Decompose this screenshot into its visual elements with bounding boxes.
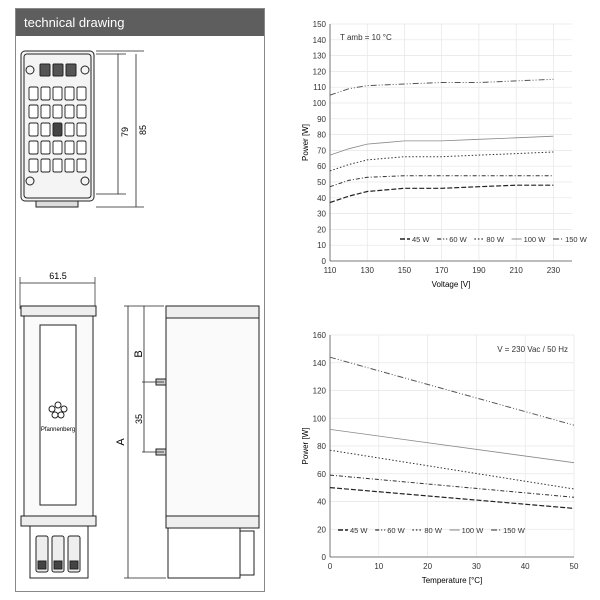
series-line-80w <box>330 450 574 489</box>
y-axis-label: Power [W] <box>301 427 310 465</box>
y-tick-label: 50 <box>317 178 326 187</box>
fin-cell <box>77 87 86 100</box>
y-tick-label: 100 <box>312 99 326 108</box>
fin-cell <box>41 105 50 118</box>
legend-entry: 150 W <box>503 526 525 535</box>
dim-a: A <box>115 438 127 446</box>
y-tick-label: 40 <box>317 193 326 203</box>
fin-cell <box>41 123 50 136</box>
fin-cell <box>41 141 50 154</box>
legend-entry: 80 W <box>424 526 442 535</box>
y-tick-label: 40 <box>317 497 326 507</box>
fin-cell <box>65 159 74 172</box>
fin-cell <box>77 123 86 136</box>
x-tick-label: 130 <box>360 266 374 275</box>
dim-35: 35 <box>134 413 144 425</box>
fin-cell <box>41 159 50 172</box>
x-tick-label: 50 <box>569 562 579 571</box>
x-tick-label: 190 <box>472 266 486 275</box>
legend-entry: 100 W <box>461 526 484 535</box>
y-tick-label: 90 <box>317 114 326 124</box>
y-tick-label: 120 <box>312 67 326 77</box>
y-tick-label: 20 <box>317 225 326 235</box>
legend-entry: 150 W <box>565 235 587 244</box>
power-vs-voltage-chart <box>300 10 587 300</box>
fin-cell <box>65 123 74 136</box>
y-tick-label: 140 <box>312 358 326 368</box>
fin-cell <box>29 141 38 154</box>
x-tick-label: 170 <box>435 266 449 275</box>
x-tick-label: 150 <box>397 266 412 275</box>
y-tick-label: 60 <box>317 162 326 172</box>
dim-height-inner: 79 <box>120 126 130 138</box>
fin-cell <box>77 105 86 118</box>
x-axis-label: Voltage [V] <box>431 280 471 289</box>
fin-cell <box>53 105 62 118</box>
x-tick-label: 210 <box>509 266 523 275</box>
series-line-150w <box>330 357 574 425</box>
heater-front-view <box>21 306 96 578</box>
technical-drawing-panel <box>15 8 265 592</box>
dim-b: B <box>133 350 145 358</box>
chart-annotation: V = 230 Vac / 50 Hz <box>497 345 568 354</box>
x-tick-label: 20 <box>423 562 433 571</box>
dim-height-outer: 85 <box>138 124 148 136</box>
x-tick-label: 110 <box>323 266 337 275</box>
y-tick-label: 0 <box>321 553 326 562</box>
y-tick-label: 20 <box>317 525 326 535</box>
fin-cell <box>41 87 50 100</box>
x-tick-label: 40 <box>520 562 530 571</box>
y-tick-label: 110 <box>313 83 326 93</box>
legend-entry: 100 W <box>523 235 546 244</box>
fin-cell <box>29 159 38 172</box>
fin-cell <box>29 87 38 100</box>
x-tick-label: 10 <box>374 562 384 571</box>
y-tick-label: 120 <box>312 386 326 396</box>
heater-fin-grid <box>29 87 86 172</box>
y-tick-label: 140 <box>312 35 326 45</box>
legend-entry: 45 W <box>350 526 368 535</box>
legend-entry: 80 W <box>486 235 504 244</box>
fin-cell <box>77 141 86 154</box>
y-tick-label: 0 <box>321 257 326 266</box>
heater-side-view <box>156 306 259 578</box>
series-line-45w <box>330 488 574 509</box>
fin-cell <box>65 105 74 118</box>
x-axis-label: Temperature [°C] <box>421 576 483 585</box>
y-tick-label: 30 <box>317 209 326 219</box>
y-tick-label: 150 <box>312 20 326 29</box>
y-tick-label: 100 <box>312 414 326 424</box>
fin-cell <box>53 141 62 154</box>
fin-cell <box>29 123 38 136</box>
x-tick-label: 30 <box>471 562 481 571</box>
fin-cell <box>65 87 74 100</box>
legend-entry: 60 W <box>387 526 405 535</box>
x-tick-label: 0 <box>327 562 333 571</box>
x-tick-label: 230 <box>546 266 561 275</box>
fin-cell <box>29 105 38 118</box>
dim-width: 61.5 <box>49 271 67 281</box>
chart-annotation: T amb = 10 °C <box>340 33 392 42</box>
y-tick-label: 130 <box>312 51 326 61</box>
technical-drawing <box>16 9 264 591</box>
drawing-header: technical drawing <box>16 9 264 36</box>
y-tick-label: 160 <box>312 331 326 340</box>
fin-cell <box>53 123 62 136</box>
legend-entry: 60 W <box>449 235 467 244</box>
y-tick-label: 70 <box>317 146 326 156</box>
y-tick-label: 80 <box>317 130 326 140</box>
y-tick-label: 60 <box>317 469 326 479</box>
y-axis-label: Power [W] <box>301 124 310 161</box>
fin-cell <box>53 159 62 172</box>
legend-entry: 45 W <box>412 235 430 244</box>
fin-cell <box>53 87 62 100</box>
fin-cell <box>77 159 86 172</box>
series-line-60w <box>330 475 574 497</box>
fin-cell <box>65 141 74 154</box>
brand-logo: Pfannenberg <box>40 427 76 433</box>
power-vs-temperature-chart <box>300 320 580 590</box>
y-tick-label: 80 <box>317 442 326 451</box>
y-tick-label: 10 <box>317 241 326 251</box>
